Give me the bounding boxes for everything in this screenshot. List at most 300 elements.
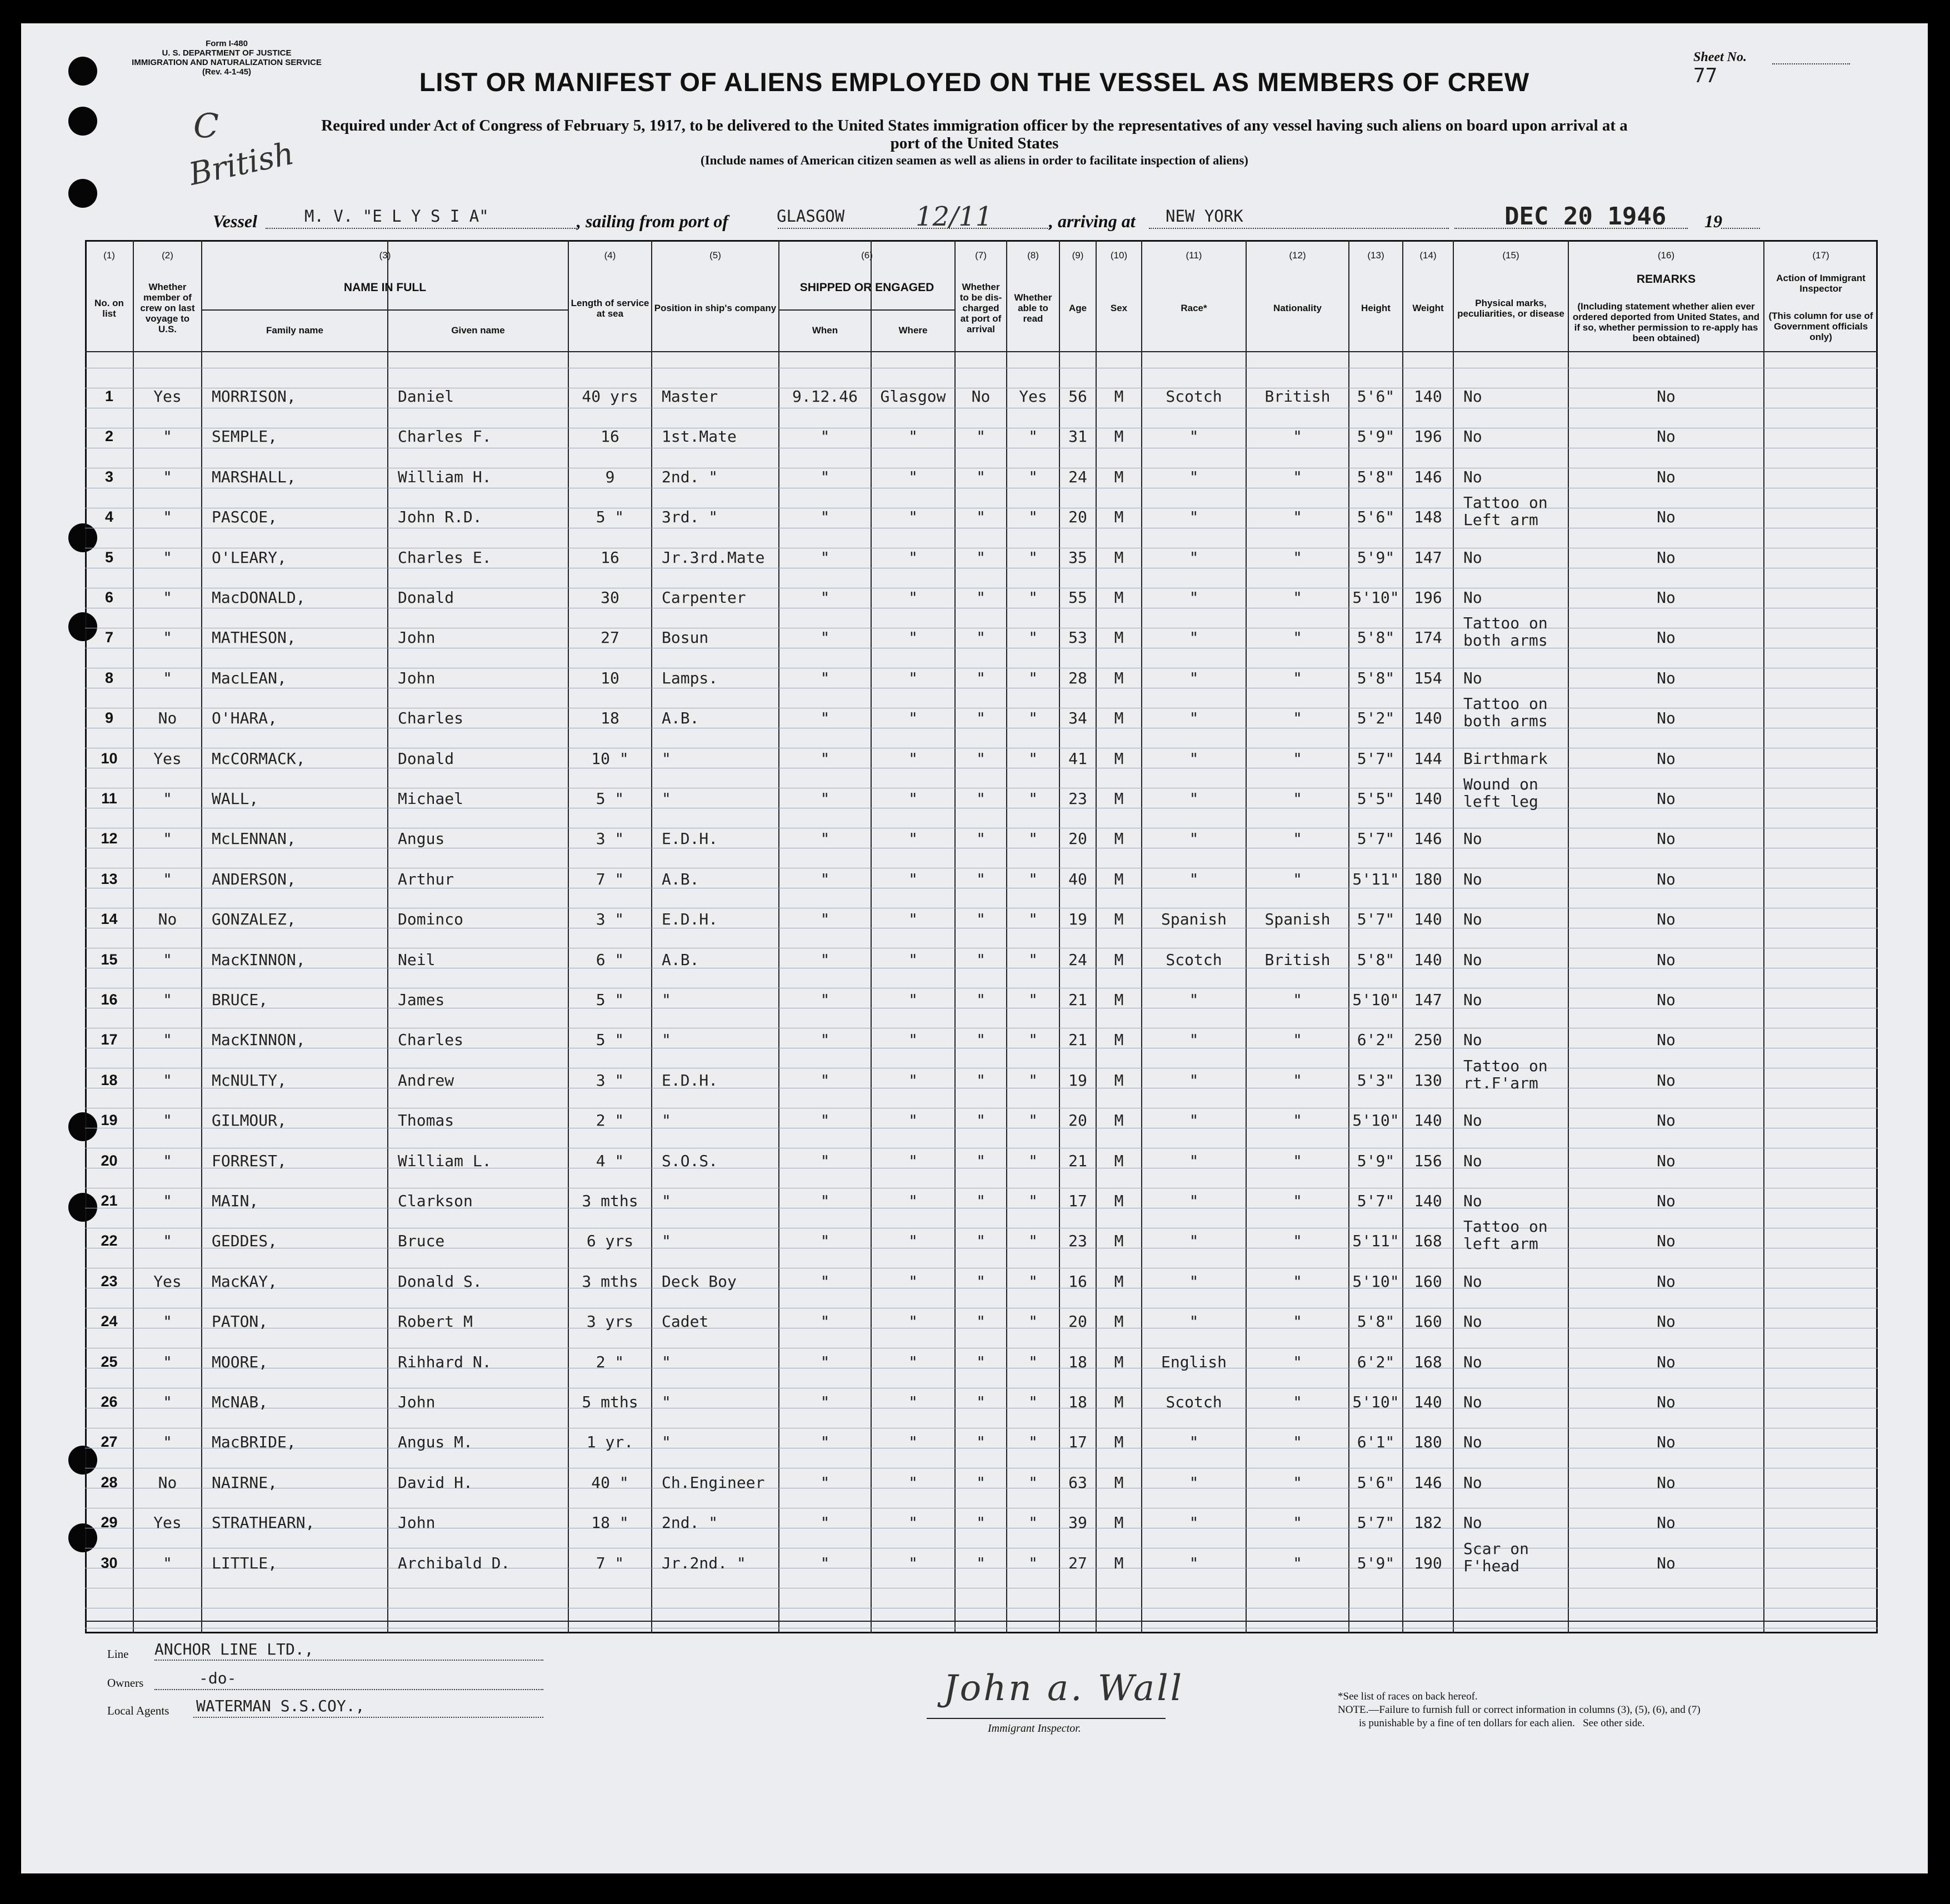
table-cell-last: " <box>163 1112 172 1130</box>
table-cell-n: 9 <box>104 709 114 727</box>
table-cell-read: " <box>1028 870 1038 888</box>
subtitle-line-2: port of the United States <box>890 134 1059 152</box>
table-cell-marks: No <box>1463 991 1482 1009</box>
table-cell-age: 23 <box>1068 1232 1087 1251</box>
column-number: (2) <box>162 250 173 261</box>
table-cell-nat: " <box>1293 428 1302 446</box>
table-cell-n: 21 <box>101 1192 118 1209</box>
table-cell-age: 34 <box>1068 709 1087 728</box>
table-cell-n: 13 <box>101 870 118 887</box>
table-cell-service: 5 " <box>596 1031 624 1050</box>
table-cell-remarks: No <box>1657 790 1676 808</box>
table-cell-family: MacKINNON, <box>212 1031 306 1050</box>
table-cell-nat: " <box>1293 1433 1302 1452</box>
table-cell-position: " <box>662 1353 671 1371</box>
table-cell-nat: " <box>1293 669 1302 687</box>
table-cell-sex: M <box>1114 1433 1124 1452</box>
table-cell-race: " <box>1189 709 1199 728</box>
table-cell-age: 21 <box>1068 1031 1087 1050</box>
table-cell-last: " <box>163 830 172 848</box>
col-no-on-list: No. on list <box>94 297 124 319</box>
table-cell-n: 25 <box>101 1353 118 1370</box>
table-cell-sex: M <box>1114 790 1124 808</box>
table-cell-nat: " <box>1293 468 1302 486</box>
subtitle-note: (Include names of American citizen seamen as well as aliens in order to facilitate inspection of aliens) <box>701 153 1248 167</box>
table-cell-service: 2 " <box>596 1112 624 1130</box>
table-cell-disch: " <box>976 629 986 647</box>
table-cell-when: " <box>820 790 830 808</box>
table-cell-remarks: No <box>1657 1393 1676 1411</box>
table-cell-sex: M <box>1114 1313 1124 1331</box>
table-cell-service: 3 " <box>596 1071 624 1090</box>
manifest-sheet <box>21 23 1928 1873</box>
table-cell-given: Angus M. <box>398 1433 473 1452</box>
table-cell-family: WALL, <box>212 790 259 808</box>
table-cell-age: 17 <box>1068 1433 1087 1452</box>
table-cell-nat: " <box>1293 830 1302 848</box>
table-cell-marks: No <box>1463 951 1482 969</box>
table-cell-position: Bosun <box>662 629 709 647</box>
table-cell-where: " <box>908 589 918 607</box>
table-cell-read: " <box>1028 991 1038 1009</box>
table-cell-family: ANDERSON, <box>212 870 296 888</box>
table-cell-read: " <box>1028 1554 1038 1572</box>
table-cell-disch: " <box>976 790 986 808</box>
table-cell-marks: No <box>1463 468 1482 486</box>
page-title: LIST OR MANIFEST OF ALIENS EMPLOYED ON THE VESSEL AS MEMBERS OF CREW <box>419 67 1530 97</box>
table-cell-n: 15 <box>101 951 118 968</box>
table-cell-family: McNAB, <box>212 1393 268 1411</box>
table-cell-marks: Birthmark <box>1463 749 1548 768</box>
table-cell-age: 20 <box>1068 1313 1087 1331</box>
table-cell-n: 18 <box>101 1071 118 1088</box>
table-cell-when: " <box>820 870 830 888</box>
table-cell-height: 5'10" <box>1352 1393 1399 1411</box>
table-cell-height: 5'8" <box>1357 1313 1395 1331</box>
table-cell-last: " <box>163 1031 172 1050</box>
table-cell-when: 9.12.46 <box>792 388 858 406</box>
signature-line <box>927 1718 1166 1719</box>
table-cell-age: 40 <box>1068 870 1087 888</box>
table-cell-read: " <box>1028 911 1038 929</box>
table-cell-read: " <box>1028 1152 1038 1170</box>
table-cell-position: A.B. <box>662 870 699 888</box>
table-cell-when: " <box>820 1554 830 1572</box>
table-cell-service: 3 mths <box>582 1192 638 1210</box>
table-cell-sex: M <box>1114 709 1124 728</box>
table-cell-given: Charles F. <box>398 428 492 446</box>
table-cell-sex: M <box>1114 508 1124 527</box>
table-cell-family: MacKINNON, <box>212 951 306 969</box>
table-cell-disch: " <box>976 709 986 728</box>
table-cell-disch: " <box>976 1071 986 1090</box>
table-cell-race: " <box>1189 790 1199 808</box>
table-cell-service: 6 " <box>596 951 624 969</box>
table-cell-height: 5'10" <box>1352 589 1399 607</box>
table-cell-position: " <box>662 1433 671 1452</box>
table-cell-given: Daniel <box>398 388 454 406</box>
table-cell-service: 7 " <box>596 870 624 888</box>
column-number: (8) <box>1027 250 1039 261</box>
col-given-name: Given name <box>451 325 505 336</box>
column-divider <box>1763 240 1764 1633</box>
table-cell-nat: " <box>1293 1473 1302 1492</box>
year-line <box>1721 228 1760 229</box>
table-cell-weight: 144 <box>1414 749 1442 768</box>
table-cell-age: 28 <box>1068 669 1087 687</box>
table-cell-position: " <box>662 1232 671 1251</box>
table-cell-service: 16 <box>601 428 619 446</box>
inspector-signature: John a. Wall <box>943 1668 1184 1709</box>
table-cell-sex: M <box>1114 1152 1124 1170</box>
table-cell-race: " <box>1189 468 1199 486</box>
table-cell-nat: " <box>1293 709 1302 728</box>
column-number: (7) <box>975 250 987 261</box>
table-cell-n: 19 <box>101 1112 118 1129</box>
table-cell-nat: " <box>1293 1232 1302 1251</box>
agents-label: Local Agents <box>107 1704 169 1717</box>
table-cell-height: 5'10" <box>1352 1112 1399 1130</box>
table-cell-nat: " <box>1293 1554 1302 1572</box>
table-cell-sex: M <box>1114 951 1124 969</box>
table-cell-last: " <box>163 870 172 888</box>
table-cell-height: 5'7" <box>1357 911 1395 929</box>
table-cell-marks: No <box>1463 1272 1482 1291</box>
table-cell-remarks: No <box>1657 1353 1676 1371</box>
column-number: (5) <box>709 250 721 261</box>
table-cell-sex: M <box>1114 870 1124 888</box>
table-cell-when: " <box>820 1071 830 1090</box>
table-cell-when: " <box>820 428 830 446</box>
table-cell-where: " <box>908 1192 918 1210</box>
column-divider <box>871 240 872 1633</box>
column-divider <box>1096 240 1097 1633</box>
table-cell-where: " <box>908 1112 918 1130</box>
form-number: Form I-480 <box>206 39 248 48</box>
table-cell-race: Scotch <box>1166 388 1222 406</box>
table-cell-age: 24 <box>1068 468 1087 486</box>
table-cell-weight: 168 <box>1414 1232 1442 1251</box>
table-cell-last: " <box>163 428 172 446</box>
table-cell-where: " <box>908 1554 918 1572</box>
table-cell-nat: " <box>1293 1272 1302 1291</box>
table-cell-nat: " <box>1293 1112 1302 1130</box>
table-cell-nat: British <box>1264 951 1331 969</box>
table-cell-when: " <box>820 589 830 607</box>
table-cell-marks: No <box>1463 1031 1482 1050</box>
table-cell-disch: " <box>976 669 986 687</box>
table-cell-family: FORREST, <box>212 1152 287 1170</box>
table-cell-nat: " <box>1293 1514 1302 1532</box>
table-cell-weight: 140 <box>1414 1393 1442 1411</box>
column-number: (10) <box>1110 250 1128 261</box>
table-cell-weight: 140 <box>1414 951 1442 969</box>
table-cell-disch: " <box>976 508 986 527</box>
table-cell-read: Yes <box>1019 388 1047 406</box>
column-number: (17) <box>1812 250 1829 261</box>
col-name-in-full: NAME IN FULL <box>343 281 427 294</box>
table-cell-race: " <box>1189 508 1199 527</box>
line-underline <box>154 1660 543 1661</box>
table-cell-given: Clarkson <box>398 1192 473 1210</box>
table-cell-when: " <box>820 1393 830 1411</box>
table-cell-where: " <box>908 1232 918 1251</box>
table-cell-race: " <box>1189 548 1199 567</box>
col-age: Age <box>1068 303 1087 313</box>
table-cell-position: Lamps. <box>662 669 718 687</box>
col-family-name: Family name <box>266 325 323 336</box>
table-cell-last: " <box>163 1353 172 1371</box>
table-cell-family: MOORE, <box>212 1353 268 1371</box>
table-cell-remarks: No <box>1657 1031 1676 1050</box>
sheet-number: 77 <box>1693 64 1718 87</box>
column-divider <box>1059 240 1060 1633</box>
table-cell-race: " <box>1189 1433 1199 1452</box>
table-cell-remarks: No <box>1657 991 1676 1009</box>
table-cell-weight: 146 <box>1414 1473 1442 1492</box>
table-cell-height: 5'6" <box>1357 508 1395 527</box>
table-cell-read: " <box>1028 1272 1038 1291</box>
table-cell-given: Bruce <box>398 1232 445 1251</box>
table-cell-service: 2 " <box>596 1353 624 1371</box>
table-cell-family: BRUCE, <box>212 991 268 1009</box>
punch-hole <box>68 179 97 208</box>
table-cell-disch: " <box>976 1272 986 1291</box>
table-cell-when: " <box>820 669 830 687</box>
table-cell-where: " <box>908 1313 918 1331</box>
table-cell-read: " <box>1028 1353 1038 1371</box>
table-cell-last: No <box>158 709 177 728</box>
table-cell-height: 5'10" <box>1352 1272 1399 1291</box>
table-cell-age: 21 <box>1068 991 1087 1009</box>
table-cell-read: " <box>1028 508 1038 527</box>
table-cell-given: Charles E. <box>398 548 492 567</box>
table-cell-race: " <box>1189 1514 1199 1532</box>
table-cell-weight: 154 <box>1414 669 1442 687</box>
table-cell-where: " <box>908 548 918 567</box>
table-cell-disch: " <box>976 911 986 929</box>
handwritten-british: British <box>186 135 297 193</box>
col-action-note: (This column for use of Government officials only) <box>1768 310 1873 342</box>
table-cell-nat: " <box>1293 870 1302 888</box>
table-cell-service: 3 mths <box>582 1272 638 1291</box>
table-cell-race: Scotch <box>1166 951 1222 969</box>
table-cell-sex: M <box>1114 1112 1124 1130</box>
owners-value: -do- <box>199 1669 237 1687</box>
table-cell-sex: M <box>1114 1031 1124 1050</box>
table-cell-service: 30 <box>601 589 619 607</box>
table-cell-family: O'LEARY, <box>212 548 287 567</box>
column-divider <box>1246 240 1247 1633</box>
table-cell-service: 40 yrs <box>582 388 638 406</box>
table-cell-height: 5'7" <box>1357 749 1395 768</box>
column-number: (9) <box>1072 250 1084 261</box>
column-divider <box>1006 240 1007 1633</box>
table-cell-last: " <box>163 1393 172 1411</box>
table-cell-nat: " <box>1293 1031 1302 1050</box>
table-cell-disch: " <box>976 1473 986 1492</box>
table-cell-read: " <box>1028 1393 1038 1411</box>
vessel-line <box>266 228 577 229</box>
col-nationality: Nationality <box>1273 303 1322 313</box>
table-cell-marks: Scar on F'head <box>1463 1540 1529 1575</box>
table-cell-read: " <box>1028 749 1038 768</box>
table-cell-marks: No <box>1463 1514 1482 1532</box>
table-cell-family: MARSHALL, <box>212 468 296 486</box>
table-cell-last: " <box>163 1152 172 1170</box>
table-cell-last: No <box>158 911 177 929</box>
table-cell-height: 5'9" <box>1357 1554 1395 1572</box>
table-cell-remarks: No <box>1657 1554 1676 1572</box>
port-to: NEW YORK <box>1166 207 1243 226</box>
table-cell-last: " <box>163 1313 172 1331</box>
table-cell-weight: 130 <box>1414 1071 1442 1090</box>
table-cell-sex: M <box>1114 1514 1124 1532</box>
table-cell-marks: No <box>1463 1313 1482 1331</box>
table-cell-last: Yes <box>153 1514 182 1532</box>
table-cell-n: 23 <box>101 1272 118 1290</box>
table-cell-when: " <box>820 1353 830 1371</box>
table-cell-where: Glasgow <box>880 388 946 406</box>
table-cell-disch: " <box>976 1232 986 1251</box>
column-number: (16) <box>1657 250 1675 261</box>
table-cell-nat: " <box>1293 629 1302 647</box>
table-cell-last: " <box>163 1192 172 1210</box>
table-cell-race: " <box>1189 1192 1199 1210</box>
table-cell-sex: M <box>1114 548 1124 567</box>
table-cell-read: " <box>1028 428 1038 446</box>
col-length-of-service: Length of service at sea <box>571 297 649 319</box>
col-sex: Sex <box>1110 303 1128 313</box>
table-cell-marks: Tattoo on rt.F'arm <box>1463 1057 1548 1092</box>
table-cell-remarks: No <box>1657 1433 1676 1452</box>
table-cell-read: " <box>1028 1192 1038 1210</box>
table-cell-weight: 160 <box>1414 1272 1442 1291</box>
table-cell-height: 5'11" <box>1352 1232 1399 1251</box>
sailing-label: , sailing from port of <box>577 211 728 231</box>
table-cell-position: " <box>662 1031 671 1050</box>
table-cell-where: " <box>908 749 918 768</box>
table-cell-n: 4 <box>104 508 114 526</box>
table-cell-read: " <box>1028 1071 1038 1090</box>
table-cell-race: " <box>1189 669 1199 687</box>
table-cell-family: MacLEAN, <box>212 669 287 687</box>
column-divider <box>651 240 652 1633</box>
table-cell-weight: 168 <box>1414 1353 1442 1371</box>
table-cell-marks: No <box>1463 428 1482 446</box>
table-cell-given: John <box>398 669 436 687</box>
table-cell-weight: 180 <box>1414 870 1442 888</box>
inspector-label: Immigrant Inspector. <box>988 1722 1081 1735</box>
table-cell-sex: M <box>1114 669 1124 687</box>
table-cell-height: 5'3" <box>1357 1071 1395 1090</box>
table-cell-given: John <box>398 1514 436 1532</box>
col-height: Height <box>1361 303 1391 313</box>
table-cell-marks: No <box>1463 1353 1482 1371</box>
table-cell-when: " <box>820 830 830 848</box>
table-cell-disch: " <box>976 830 986 848</box>
table-cell-n: 6 <box>104 589 114 606</box>
table-cell-remarks: No <box>1657 911 1676 929</box>
table-cell-where: " <box>908 951 918 969</box>
table-cell-race: " <box>1189 1071 1199 1090</box>
table-cell-read: " <box>1028 1473 1038 1492</box>
table-cell-family: McNULTY, <box>212 1071 287 1090</box>
table-cell-remarks: No <box>1657 870 1676 888</box>
table-cell-disch: " <box>976 1554 986 1572</box>
table-cell-when: " <box>820 508 830 527</box>
table-cell-n: 3 <box>104 468 114 485</box>
table-cell-family: McLENNAN, <box>212 830 296 848</box>
table-cell-when: " <box>820 1112 830 1130</box>
table-cell-weight: 250 <box>1414 1031 1442 1050</box>
table-cell-family: PATON, <box>212 1313 268 1331</box>
line-value: ANCHOR LINE LTD., <box>154 1640 314 1658</box>
table-cell-height: 5'9" <box>1357 548 1395 567</box>
table-cell-remarks: No <box>1657 1232 1676 1251</box>
column-number: (3) <box>379 250 391 261</box>
table-cell-remarks: No <box>1657 709 1676 728</box>
table-cell-family: MacKAY, <box>212 1272 278 1291</box>
table-cell-age: 63 <box>1068 1473 1087 1492</box>
table-cell-disch: " <box>976 1433 986 1452</box>
table-cell-where: " <box>908 1433 918 1452</box>
table-frame <box>85 240 1878 1633</box>
table-cell-given: Thomas <box>398 1112 454 1130</box>
column-number: (14) <box>1419 250 1437 261</box>
table-cell-height: 5'8" <box>1357 629 1395 647</box>
port-from: GLASGOW <box>777 207 845 226</box>
header-divider <box>85 351 1878 352</box>
table-cell-read: " <box>1028 790 1038 808</box>
table-cell-last: No <box>158 1473 177 1492</box>
table-cell-family: MacDONALD, <box>212 589 306 607</box>
table-cell-position: " <box>662 749 671 768</box>
table-cell-weight: 196 <box>1414 589 1442 607</box>
table-cell-n: 17 <box>101 1031 118 1048</box>
footer-notes: *See list of races on back hereof. NOTE.—Failure to furnish full or correct information in columns (3), (5), (6), and (7) is punishable by a fine of ten dollars for each alien. See other side. <box>1338 1691 1701 1729</box>
table-cell-nat: " <box>1293 749 1302 768</box>
table-cell-height: 5'9" <box>1357 1152 1395 1170</box>
table-cell-height: 5'10" <box>1352 991 1399 1009</box>
table-cell-family: MAIN, <box>212 1192 259 1210</box>
table-cell-given: James <box>398 991 445 1009</box>
table-cell-service: 10 <box>601 669 619 687</box>
table-cell-weight: 140 <box>1414 911 1442 929</box>
table-cell-given: Dominco <box>398 911 464 929</box>
table-cell-family: MORRISON, <box>212 388 296 406</box>
table-cell-given: Michael <box>398 790 464 808</box>
table-cell-when: " <box>820 951 830 969</box>
table-cell-race: Spanish <box>1161 911 1227 929</box>
table-cell-where: " <box>908 991 918 1009</box>
table-cell-age: 53 <box>1068 629 1087 647</box>
table-cell-weight: 140 <box>1414 790 1442 808</box>
table-cell-position: Carpenter <box>662 589 746 607</box>
table-cell-race: " <box>1189 1112 1199 1130</box>
table-cell-read: " <box>1028 629 1038 647</box>
column-divider <box>387 240 388 1633</box>
table-cell-where: " <box>908 1514 918 1532</box>
table-cell-remarks: No <box>1657 1152 1676 1170</box>
table-cell-weight: 146 <box>1414 830 1442 848</box>
table-cell-position: Ch.Engineer <box>662 1473 765 1492</box>
table-cell-service: 5 " <box>596 508 624 527</box>
table-cell-race: " <box>1189 991 1199 1009</box>
table-cell-when: " <box>820 468 830 486</box>
table-cell-race: " <box>1189 1152 1199 1170</box>
col-last-voyage: Whether member of crew on last voyage to U.S. <box>140 282 195 334</box>
